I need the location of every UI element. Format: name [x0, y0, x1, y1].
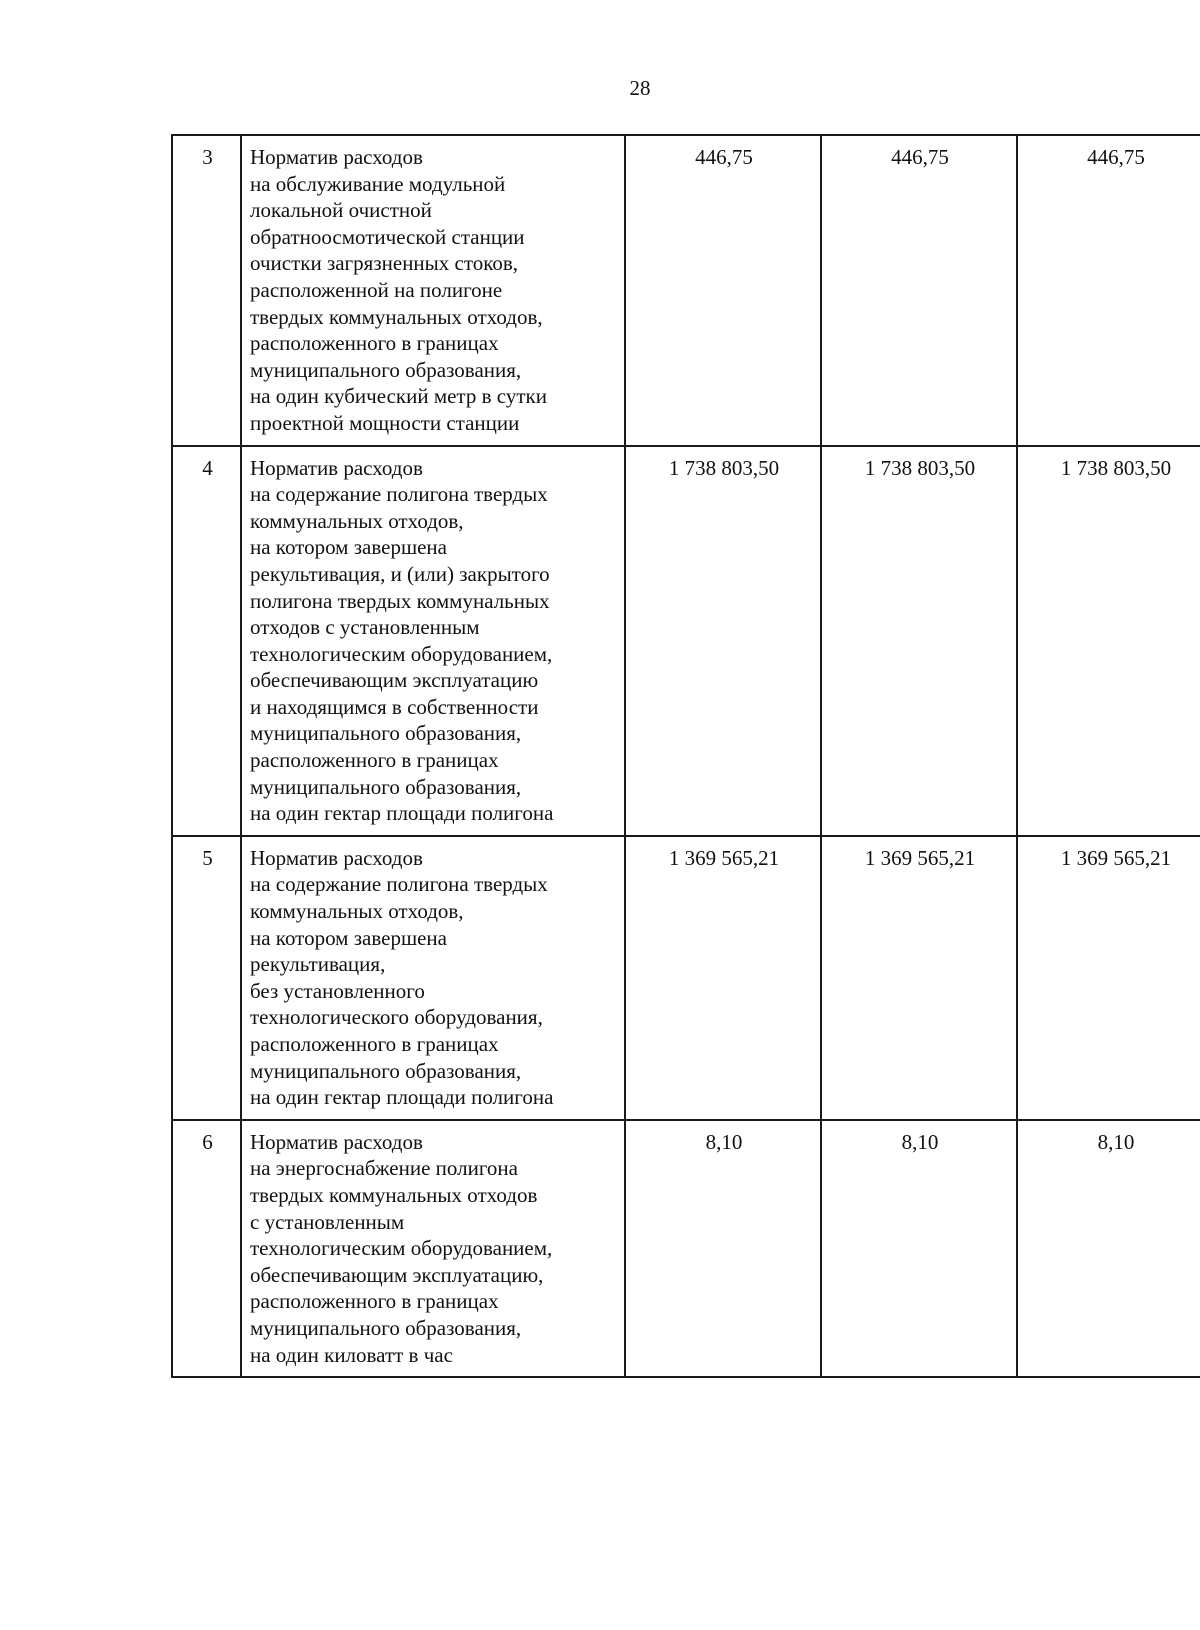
table-row	[172, 446, 1200, 836]
description-line: без установленного	[250, 978, 425, 1003]
description-line: технологическим оборудованием,	[250, 1236, 553, 1261]
value-cell: 1 738 803,50	[1017, 446, 1200, 836]
description-line: обратноосмотической станции	[250, 224, 525, 249]
description-line: твердых коммунальных отходов,	[250, 304, 543, 329]
row-number: 6	[172, 1120, 241, 1377]
description-line: расположенного в границах	[250, 748, 499, 773]
value-cell: 8,10	[625, 1120, 821, 1377]
description-line: локальной очистной	[250, 198, 432, 223]
description-line: твердых коммунальных отходов	[250, 1182, 538, 1207]
description-line: Норматив расходов	[250, 845, 423, 870]
description-line: на котором завершена	[250, 535, 447, 560]
description-line: на содержание полигона твердых	[250, 872, 548, 897]
description-line: и находящимся в собственности	[250, 694, 539, 719]
description-line: на один кубический метр в сутки	[250, 384, 547, 409]
description-line: технологического оборудования,	[250, 1005, 543, 1030]
description-line: расположенного в границах	[250, 1032, 499, 1056]
description-line: рекультивация, и (или) закрытого	[250, 561, 550, 586]
row-number: 3	[172, 135, 241, 446]
value-cell: 446,75	[1017, 135, 1200, 446]
row-description	[241, 1120, 625, 1377]
description-line: рекультивация,	[250, 952, 386, 977]
description-line: проектной мощности станции	[250, 410, 520, 435]
row-number: 4	[172, 446, 241, 836]
description-line: с установленным	[250, 1209, 405, 1234]
description-line: обеспечивающим эксплуатацию,	[250, 1262, 544, 1287]
description-line: на котором завершена	[250, 925, 447, 950]
row-description	[241, 836, 625, 1120]
description-line: на один гектар площади полигона	[250, 801, 554, 826]
norms-table	[171, 134, 1200, 1378]
description-line: на один гектар площади полигона	[250, 1085, 554, 1110]
description-line: технологическим оборудованием,	[250, 641, 553, 666]
description-line: Норматив расходов	[250, 1129, 423, 1154]
description-line: отходов с установленным	[250, 615, 480, 640]
description-line: коммунальных отходов,	[250, 899, 464, 924]
value-cell: 1 738 803,50	[821, 446, 1017, 836]
description-line: муниципального образования,	[250, 1058, 522, 1083]
description-line: коммунальных отходов,	[250, 508, 464, 533]
value-cell: 1 738 803,50	[625, 446, 821, 836]
row-description	[241, 135, 625, 446]
description-line: расположенной на полигоне	[250, 277, 503, 302]
description-line: на один киловатт в час	[250, 1342, 453, 1367]
description-line: на обслуживание модульной	[250, 171, 506, 196]
value-cell: 446,75	[625, 135, 821, 446]
value-cell: 446,75	[821, 135, 1017, 446]
description-line: расположенного в границах	[250, 1289, 499, 1314]
description-line: на энергоснабжение полигона	[250, 1156, 518, 1181]
description-line: на содержание полигона твердых	[250, 482, 548, 507]
table-row	[172, 836, 1200, 1120]
description-line: Норматив расходов	[250, 455, 423, 480]
description-line: полигона твердых коммунальных	[250, 588, 550, 613]
page-number: 28	[629, 76, 651, 100]
description-line: Норматив расходов	[250, 145, 423, 169]
row-number: 5	[172, 836, 241, 1120]
value-cell: 1 369 565,21	[821, 836, 1017, 1120]
description-line: муниципального образования,	[250, 774, 522, 799]
description-line: муниципального образования,	[250, 721, 522, 746]
description-line: расположенного в границах	[250, 331, 499, 356]
value-cell: 1 369 565,21	[1017, 836, 1200, 1120]
row-description	[241, 446, 625, 836]
value-cell: 8,10	[1017, 1120, 1200, 1377]
description-line: обеспечивающим эксплуатацию	[250, 668, 539, 693]
description-line: очистки загрязненных стоков,	[250, 251, 519, 276]
value-cell: 8,10	[821, 1120, 1017, 1377]
description-line: муниципального образования,	[250, 1315, 522, 1340]
table-row	[172, 1120, 1200, 1377]
description-line: муниципального образования,	[250, 357, 522, 382]
table-row	[172, 135, 1200, 446]
value-cell: 1 369 565,21	[625, 836, 821, 1120]
